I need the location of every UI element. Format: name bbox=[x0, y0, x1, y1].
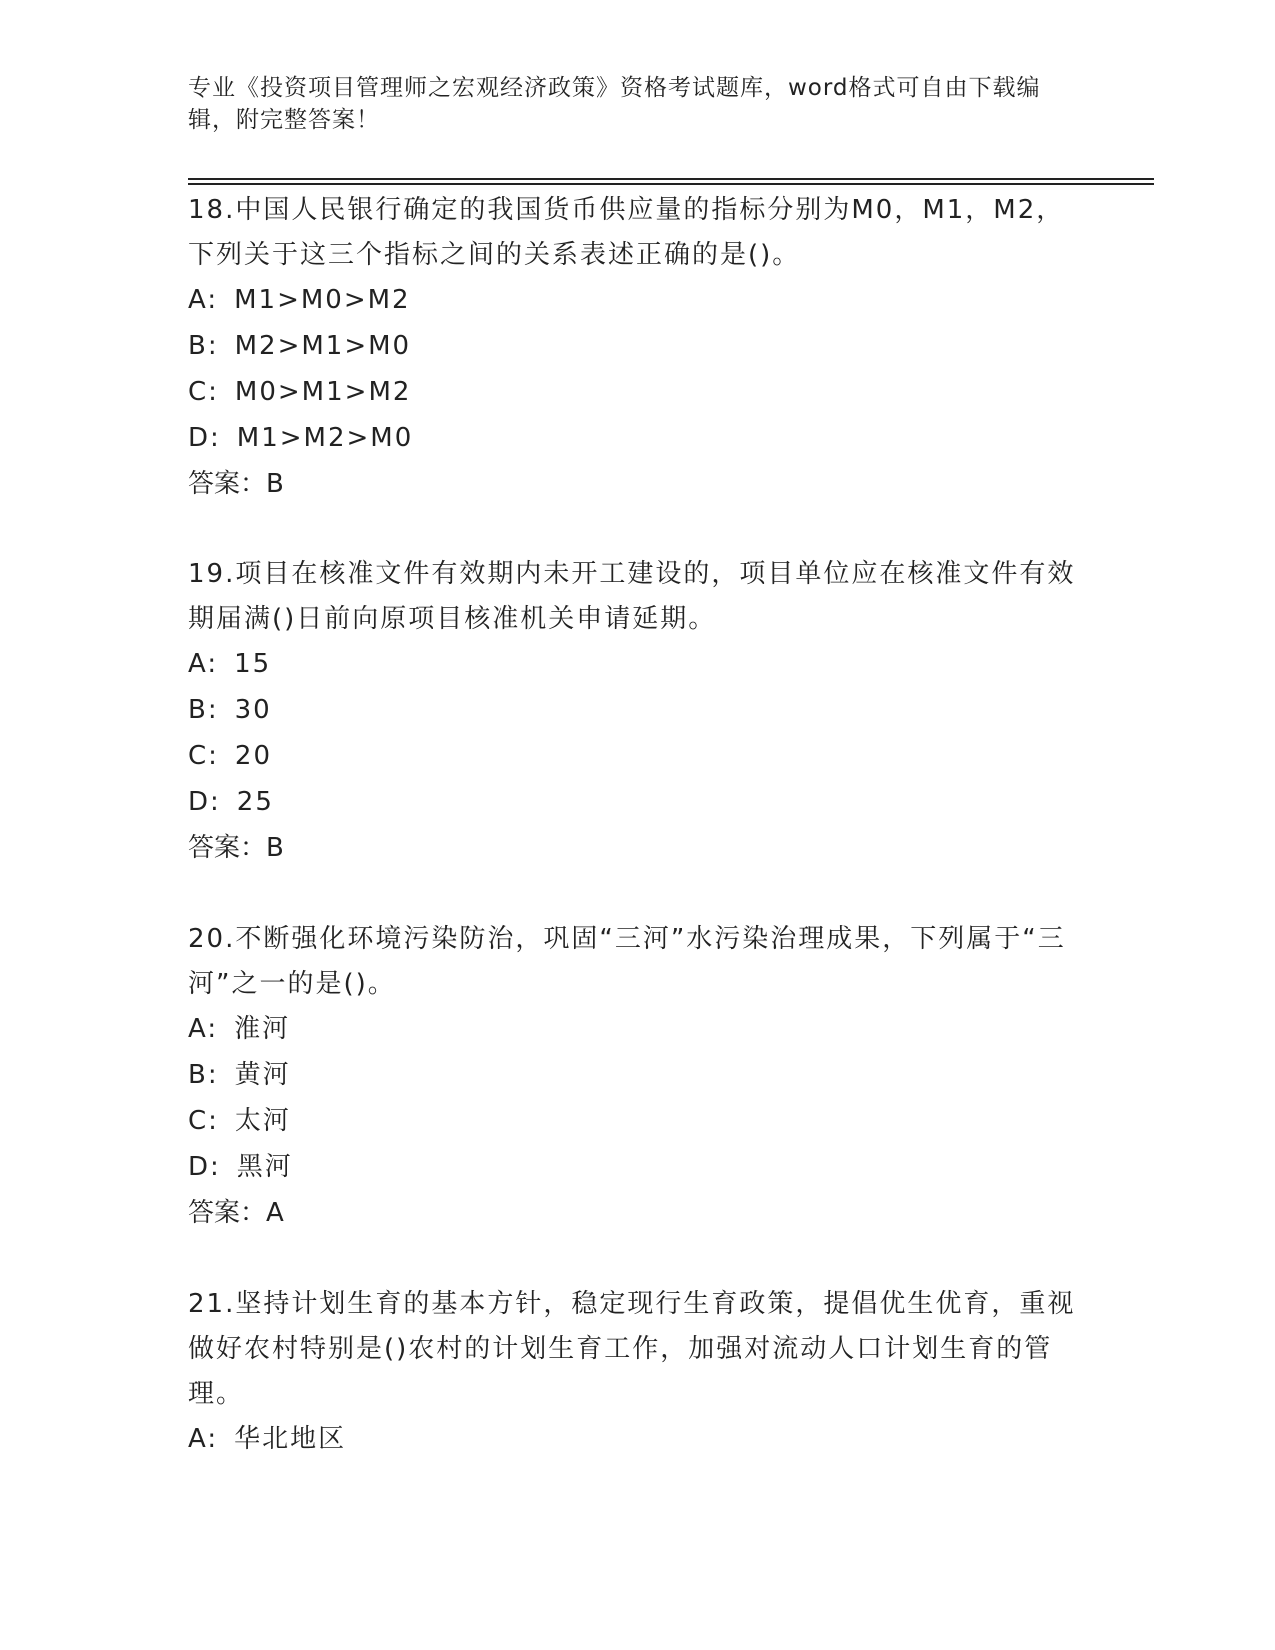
option-c bbox=[188, 370, 1088, 416]
option-value: M1>M0>M2 bbox=[234, 285, 411, 315]
option-d bbox=[188, 1145, 1088, 1191]
option-a bbox=[188, 1007, 1088, 1053]
option-key: D: bbox=[188, 1152, 221, 1182]
option-b bbox=[188, 688, 1088, 734]
question-text: 19.项目在核准文件有效期内未开工建设的，项目单位应在核准文件有效期届满()日前向原项目核准机关申请延期。 bbox=[188, 559, 1076, 634]
option-key: B: bbox=[188, 1060, 219, 1090]
option-d bbox=[188, 416, 1088, 462]
option-value: M1>M2>M0 bbox=[236, 423, 414, 453]
option-a bbox=[188, 1417, 1088, 1463]
option-a bbox=[188, 642, 1088, 688]
option-key: D: bbox=[188, 423, 221, 453]
option-c bbox=[188, 1099, 1088, 1145]
answer-line bbox=[188, 1191, 1088, 1236]
answer-label: 答案： bbox=[188, 469, 267, 499]
answer-line bbox=[188, 462, 1088, 507]
option-key: C: bbox=[188, 1106, 219, 1136]
option-d bbox=[188, 780, 1088, 826]
option-value: 淮河 bbox=[234, 1014, 291, 1044]
option-b bbox=[188, 1053, 1088, 1099]
answer-value: B bbox=[266, 469, 284, 499]
option-key: A: bbox=[188, 285, 219, 315]
option-value: 20 bbox=[234, 741, 273, 771]
option-key: A: bbox=[188, 1424, 219, 1454]
option-value: 黑河 bbox=[236, 1152, 293, 1182]
option-value: 15 bbox=[234, 649, 272, 679]
option-key: B: bbox=[188, 695, 219, 725]
question-text: 18.中国人民银行确定的我国货币供应量的指标分别为M0，M1，M2，下列关于这三个指标之间的关系表述正确的是()。 bbox=[188, 195, 1065, 270]
option-value: 30 bbox=[234, 695, 272, 725]
question-text: 20.不断强化环境污染防治，巩固“三河”水污染治理成果，下列属于“三河”之一的是()。 bbox=[188, 924, 1066, 999]
option-key: C: bbox=[188, 741, 219, 771]
option-value: 黄河 bbox=[234, 1060, 291, 1090]
question-21 bbox=[188, 1282, 1088, 1463]
header-divider-second bbox=[188, 183, 1154, 185]
question-text: 21.坚持计划生育的基本方针，稳定现行生育政策，提倡优生优育，重视做好农村特别是()农村的计划生育工作，加强对流动人口计划生育的管理。 bbox=[188, 1289, 1076, 1409]
answer-value: A bbox=[266, 1198, 284, 1228]
option-key: A: bbox=[188, 1014, 219, 1044]
answer-line bbox=[188, 826, 1088, 871]
option-value: M0>M1>M2 bbox=[234, 377, 412, 407]
option-value: 华北地区 bbox=[234, 1424, 347, 1454]
answer-label: 答案： bbox=[188, 833, 267, 863]
option-c bbox=[188, 734, 1088, 780]
option-key: B: bbox=[188, 331, 219, 361]
header-divider bbox=[188, 178, 1154, 180]
answer-value: B bbox=[266, 833, 284, 863]
option-b bbox=[188, 324, 1088, 370]
question-20 bbox=[188, 917, 1088, 1236]
option-value: M2>M1>M0 bbox=[234, 331, 412, 361]
option-key: A: bbox=[188, 649, 219, 679]
document-header: 专业《投资项目管理师之宏观经济政策》资格考试题库，word格式可自由下载编辑，附完整答案！ bbox=[188, 75, 1041, 133]
option-value: 25 bbox=[236, 787, 274, 817]
option-key: D: bbox=[188, 787, 221, 817]
option-a bbox=[188, 278, 1088, 324]
question-18 bbox=[188, 188, 1088, 507]
option-value: 太河 bbox=[234, 1106, 291, 1136]
answer-label: 答案： bbox=[188, 1198, 267, 1228]
question-19 bbox=[188, 552, 1088, 871]
option-key: C: bbox=[188, 377, 219, 407]
